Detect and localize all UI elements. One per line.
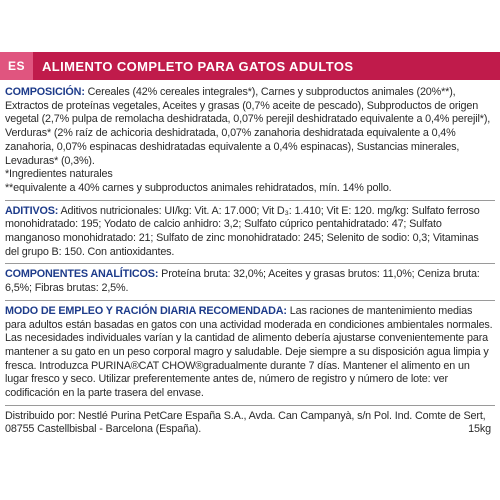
composition-label: COMPOSICIÓN: xyxy=(5,86,85,98)
composition-note-equivalent: **equivalente a 40% carnes y subproductos animales rehidratados, mín. 14% pollo. xyxy=(5,181,392,194)
distributor-section xyxy=(5,410,495,437)
analytical-text: Proteína bruta: 32,0%; Aceites y grasas brutos: 11,0%; Ceniza bruta: 6,5%; Fibras brutas: 2,5%. xyxy=(5,268,480,295)
divider xyxy=(5,263,495,264)
analytical-section xyxy=(5,268,495,295)
composition-note-natural: *Ingredientes naturales xyxy=(5,168,113,181)
language-badge: ES xyxy=(0,52,33,80)
additives-text: Aditivos nutricionales: UI/kg: Vit. A: 17.000; Vit D₃: 1.410; Vit E: 120. mg/kg: Sulfato ferroso monohidratado: 195; Yodato de calcio anhidro: 3,2; Sulfato cúprico pentahidratado: 47; Sulfato manganoso monohidratado: 21; Sulfato de zinc monohidratado: 245; Selenito de sodio: 0,3; Vitaminas del grupo B: 150. Con antioxidantes. xyxy=(5,204,480,258)
net-weight: 15kg xyxy=(468,423,491,436)
divider xyxy=(5,200,495,201)
additives-label: ADITIVOS: xyxy=(5,204,59,217)
distributor-text: Distribuido por: Nestlé Purina PetCare España S.A., Avda. Can Campanyà, s/n Pol. Ind. Comte de Sert, 08755 Castellbisbal - Barcelona (España). xyxy=(5,409,486,436)
product-header xyxy=(0,52,500,80)
divider xyxy=(5,405,495,406)
composition-text: Cereales (42% cereales integrales*), Carnes y subproductos animales (20%**), Extractos de proteínas vegetales, Aceites y grasas (0,7% aceite de pescado), Subproductos de origen vegetal (2,7% pulpa de remolacha deshidratada, 0,07% perejil deshidratado equivalente a 0,4% perejil*), Verduras* (2% raíz de achicoria deshidratada, 0,07% zanahoria deshidratada equivalente a 0,4% zanahoria, 0,07% espinacas deshidratadas equivalente a 0,4% espinacas), Sustancias minerales, Levaduras* (0,3%). xyxy=(5,86,491,167)
usage-label: MODO DE EMPLEO Y RACIÓN DIARIA RECOMENDADA: xyxy=(5,304,287,317)
usage-text: Las raciones de mantenimiento medias para adultos están basadas en gatos con una actividad moderada en condiciones ambientales normales. Las necesidades individuales varían y la cantidad de alimento debería ajustarse convenientemente para mantener a su gato en un peso corporal magro y saludable. Deje siempre a su disposición agua limpia y fresca. Introduzca PURINA®CAT CHOW®gradualmente durante 7 días. Mantener el alimento en un lugar fresco y seco. Utilizar preferentemente antes de, número de registro y número de lote: ver codificación en la parte trasera del envase. xyxy=(5,304,493,400)
label-content xyxy=(5,86,495,437)
analytical-label: COMPONENTES ANALÍTICOS: xyxy=(5,268,159,281)
additives-section xyxy=(5,205,495,260)
composition-section xyxy=(5,86,495,196)
divider xyxy=(5,300,495,301)
product-title: ALIMENTO COMPLETO PARA GATOS ADULTOS xyxy=(42,58,354,74)
usage-section xyxy=(5,305,495,401)
